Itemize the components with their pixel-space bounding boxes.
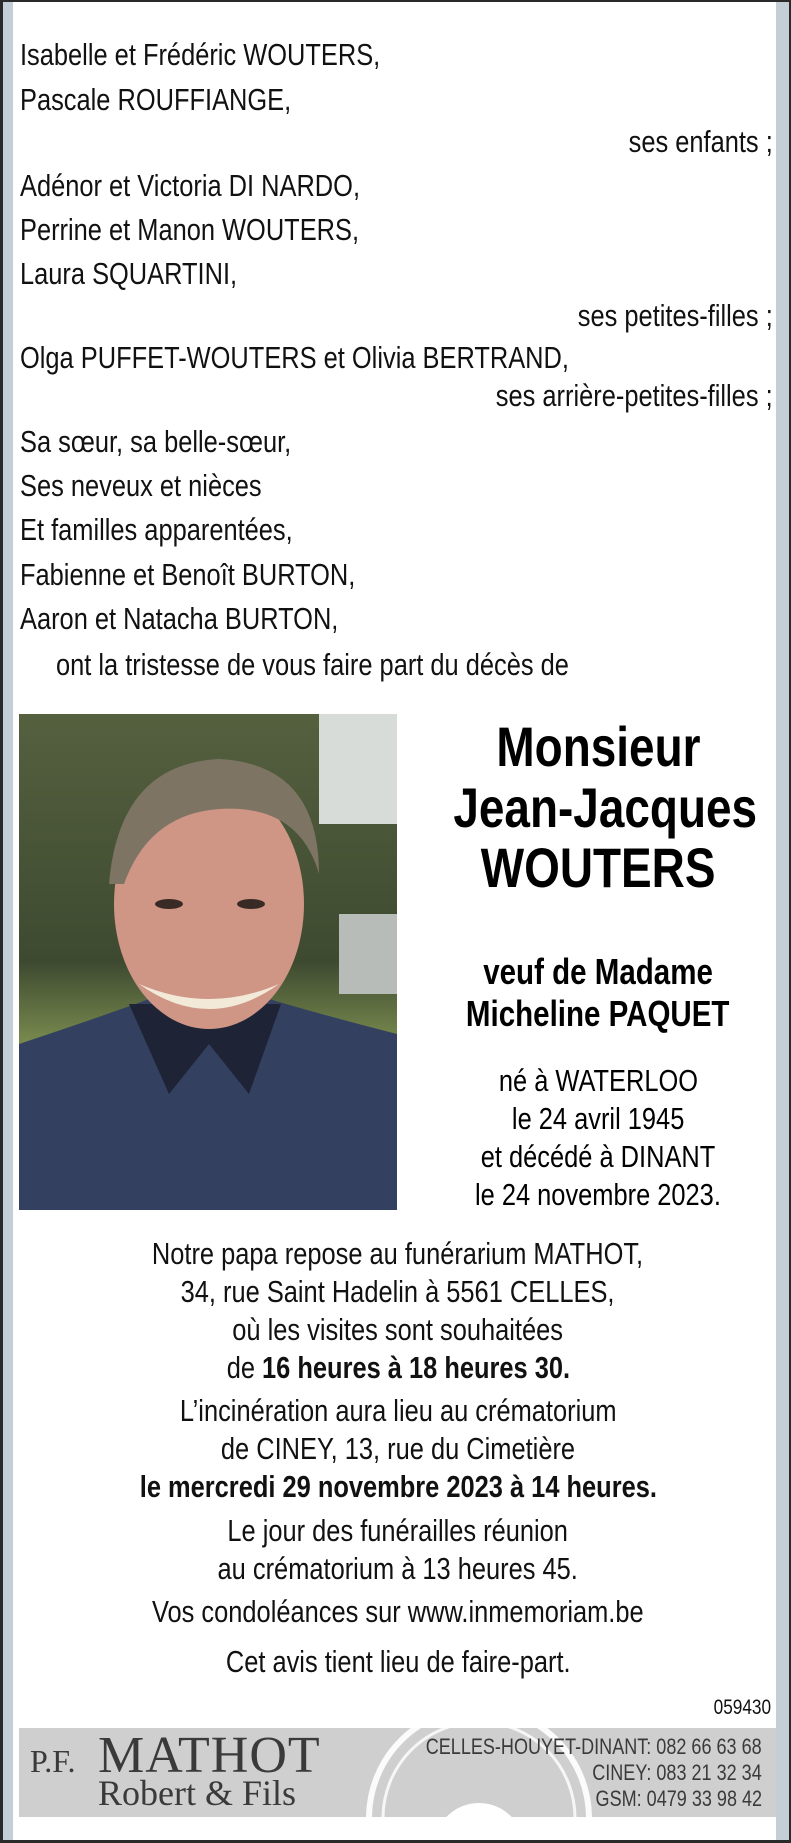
notice-line: Cet avis tient lieu de faire-part. — [225, 1644, 571, 1679]
relation-label: ses enfants ; — [628, 124, 773, 159]
condolences-line: Vos condoléances sur www.inmemoriam.be — [152, 1594, 644, 1629]
portrait-photo — [19, 714, 397, 1210]
portrait-illustration — [19, 714, 397, 1210]
family-line: Ses neveux et nièces — [20, 468, 262, 503]
family-line: Isabelle et Frédéric WOUTERS, — [20, 37, 381, 72]
reference-number: 059430 — [713, 1696, 771, 1719]
spouse-name: Micheline PAQUET — [466, 993, 730, 1034]
birth-date: le 24 avril 1945 — [511, 1101, 685, 1136]
death-place: et décédé à DINANT — [480, 1139, 716, 1174]
phone-list — [352, 1734, 762, 1812]
family-line: Olga PUFFET-WOUTERS et Olivia BERTRAND, — [20, 340, 569, 375]
family-line: Pascale ROUFFIANGE, — [20, 82, 292, 117]
funeral-home-footer — [19, 1728, 776, 1817]
phone-entry: GSM: 0479 33 98 42 — [595, 1786, 762, 1811]
rest-line: où les visites sont souhaitées — [232, 1312, 564, 1347]
gathering-line: Le jour des funérailles réunion — [227, 1513, 569, 1548]
phone-entry: CELLES-HOUYET-DINANT: 082 66 63 68 — [426, 1734, 762, 1759]
footer-prefix: P.F. — [30, 1743, 76, 1779]
funeral-home-subtitle: Robert & Fils — [98, 1773, 297, 1813]
family-line: Aaron et Natacha BURTON, — [20, 601, 339, 636]
family-line: Laura SQUARTINI, — [20, 256, 238, 291]
cremation-info — [20, 1392, 776, 1506]
rest-line: Notre papa repose au funérarium MATHOT, — [152, 1236, 644, 1271]
deceased-title: Monsieur — [495, 715, 701, 778]
widower-line: veuf de Madame — [483, 951, 713, 992]
phone-entry: CINEY: 083 21 32 34 — [592, 1760, 762, 1785]
cremation-line: L’incinération aura lieu au crématorium — [179, 1393, 617, 1428]
relation-label: ses petites-filles ; — [578, 298, 773, 333]
relation-label: ses arrière-petites-filles ; — [496, 378, 773, 413]
deceased-last-name: WOUTERS — [480, 836, 716, 899]
visiting-hours: de 16 heures à 18 heures 30. — [226, 1350, 570, 1385]
gathering-info — [20, 1512, 776, 1588]
cremation-line: de CINEY, 13, rue du Cimetière — [220, 1431, 576, 1466]
deceased-first-name: Jean-Jacques — [453, 776, 758, 839]
gathering-line: au crématorium à 13 heures 45. — [217, 1551, 579, 1586]
rest-line: 34, rue Saint Hadelin à 5561 CELLES, — [181, 1274, 615, 1309]
left-border-stripe — [3, 2, 13, 1840]
family-line: Perrine et Manon WOUTERS, — [20, 212, 360, 247]
rest-info — [20, 1235, 776, 1387]
family-line: Adénor et Victoria DI NARDO, — [20, 168, 361, 203]
family-line: Sa sœur, sa belle-sœur, — [20, 424, 292, 459]
funeral-home-name: MATHOT — [98, 1728, 321, 1784]
announcement-text: ont la tristesse de vous faire part du décès de — [56, 647, 569, 682]
family-line: Et familles apparentées, — [20, 512, 293, 547]
cremation-date: le mercredi 29 novembre 2023 à 14 heures. — [139, 1469, 657, 1504]
birth-place: né à WATERLOO — [498, 1063, 698, 1098]
right-border-stripe — [776, 2, 789, 1840]
family-line: Fabienne et Benoît BURTON, — [20, 557, 356, 592]
death-date: le 24 novembre 2023. — [475, 1177, 721, 1212]
